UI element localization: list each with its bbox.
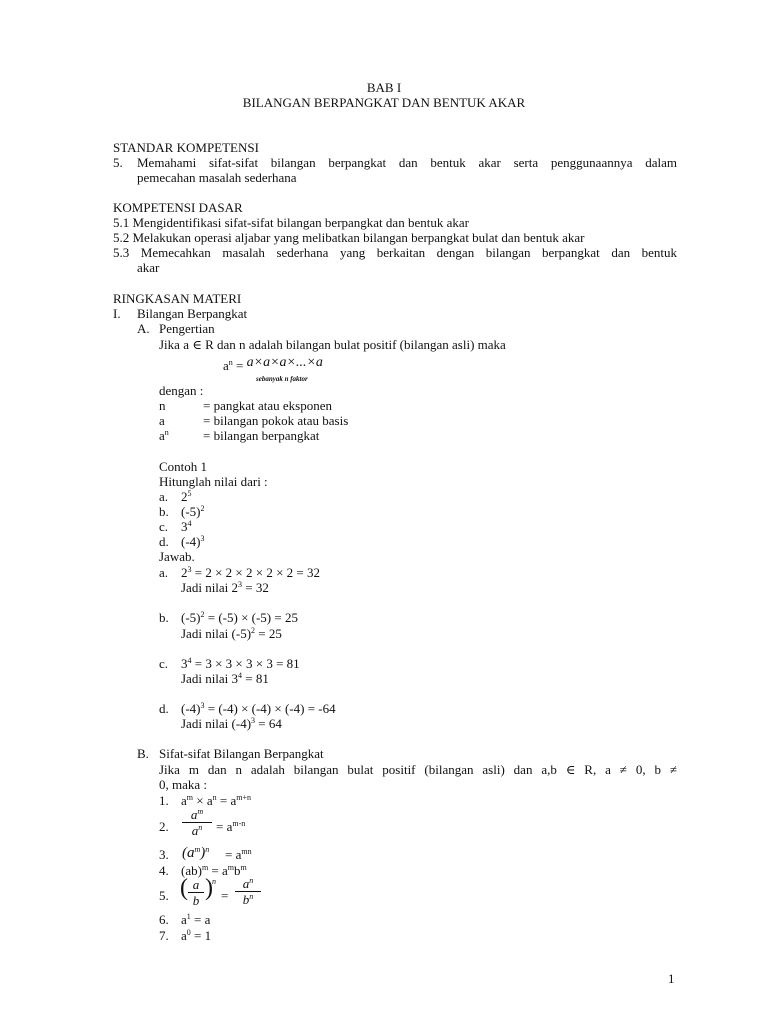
answer-calc: $(-4)^3 = (-4) \times (-4) \times (-4) = -64$ — [181, 701, 336, 716]
property-5-paren-open: ( — [180, 875, 188, 901]
page-number: 1 — [668, 971, 675, 986]
standar-line-2: pemecahan masalah sederhana — [137, 170, 297, 185]
chapter-label: BAB I — [366, 80, 402, 95]
sub-b-number: B. — [137, 746, 149, 761]
standar-heading: STANDAR KOMPETENSI — [113, 140, 259, 155]
answer-label: c. — [159, 656, 169, 671]
dasar-heading: KOMPETENSI DASAR — [113, 200, 243, 215]
property-4-formula: $(ab)^m = a^mb^m$ — [181, 863, 247, 878]
chapter-title: BILANGAN BERPANGKAT DAN BENTUK AKAR — [242, 95, 526, 110]
property-5-equals: = — [221, 888, 229, 903]
definition-formula: $a^n = a\times a\times a\times...\times a$ — [223, 355, 323, 373]
sifat-intro-line-2: 0, maka : — [159, 777, 208, 792]
standar-line-1: Memahami sifat-sifat bilangan berpangkat dan bentuk akar serta penggunaannya dalam — [137, 155, 677, 170]
property-6-formula: $a^1 = a$ — [181, 912, 211, 927]
contoh-item-label: b. — [159, 504, 169, 519]
answer-calc: $(-5)^2 = (-5) \times (-5) = 25$ — [181, 610, 298, 625]
property-5-inner-fraction: a b — [188, 878, 204, 907]
section-1-title: Bilangan Berpangkat — [137, 306, 248, 321]
answer-label: d. — [159, 701, 169, 716]
dengan-label: dengan : — [159, 383, 204, 398]
property-number: 6. — [159, 912, 169, 927]
property-3-rhs: = $a^{mn}$ — [225, 847, 252, 862]
property-5-paren-close: ) — [205, 875, 213, 901]
answer-conclusion: Jadi nilai $(-4)^3 = 64$ — [181, 716, 282, 731]
term-description: = bilangan berpangkat — [203, 428, 320, 443]
contoh-item-label: a. — [159, 489, 169, 504]
property-2-fraction: $a^m$ $a^n$ — [182, 808, 212, 837]
term-description: = pangkat atau eksponen — [203, 398, 332, 413]
dasar-item-2: 5.2 Melakukan operasi aljabar yang melibatkan bilangan berpangkat bulat dan bentuk akar — [113, 230, 585, 245]
answer-conclusion: Jadi nilai $2^3 = 32$ — [181, 580, 269, 595]
section-1-number: I. — [113, 306, 121, 321]
answer-calc: $3^4 = 3 \times 3 \times 3 \times 3 = 81$ — [181, 656, 300, 671]
sub-a-number: A. — [137, 321, 150, 336]
property-1-formula: $a^m \times a^n = a^{m+n}$ — [181, 793, 251, 808]
contoh-prompt: Hitunglah nilai dari : — [159, 474, 268, 489]
property-5-outer-exp: n — [212, 877, 216, 886]
sifat-intro-line-1: Jika m dan n adalah bilangan bulat positif (bilangan asli) dan a,b ∈ R, a ≠ 0, b ≠ — [159, 762, 677, 777]
term-symbol: n — [159, 398, 166, 413]
standar-number: 5. — [113, 155, 123, 170]
dasar-item-1: 5.1 Mengidentifikasi sifat-sifat bilangan berpangkat dan bentuk akar — [113, 215, 469, 230]
property-7-formula: $a^0 = 1$ — [181, 928, 212, 943]
property-3-lhs: $(a^m)^n$ — [182, 845, 210, 861]
property-5-rhs-fraction: $a^n$ $b^n$ — [235, 877, 261, 906]
term-symbol: $a^n$ — [159, 428, 169, 443]
sub-b-title: Sifat-sifat Bilangan Berpangkat — [159, 746, 324, 761]
dasar-item-3-cont: akar — [137, 260, 160, 275]
jawab-label: Jawab. — [159, 549, 195, 564]
sub-a-title: Pengertian — [159, 321, 215, 336]
property-number: 1. — [159, 793, 169, 808]
answer-conclusion: Jadi nilai $3^4 = 81$ — [181, 671, 269, 686]
contoh-title: Contoh 1 — [159, 459, 208, 474]
contoh-item-expr: $3^4$ — [181, 519, 192, 534]
answer-conclusion: Jadi nilai $(-5)^2 = 25$ — [181, 626, 282, 641]
term-symbol: a — [159, 413, 165, 428]
contoh-item-label: c. — [159, 519, 169, 534]
answer-label: a. — [159, 565, 169, 580]
contoh-item-expr: $2^5$ — [181, 489, 192, 504]
property-2-rhs: = $a^{m-n}$ — [216, 819, 246, 834]
property-number: 7. — [159, 928, 169, 943]
formula-underbrace-label: sebanyak n faktor — [256, 375, 308, 383]
definition-line: Jika a ∈ R dan n adalah bilangan bulat positif (bilangan asli) maka — [159, 337, 506, 352]
contoh-item-expr: $(-5)^2$ — [181, 504, 205, 519]
answer-label: b. — [159, 610, 169, 625]
contoh-item-expr: $(-4)^3$ — [181, 534, 205, 549]
contoh-item-label: d. — [159, 534, 169, 549]
property-number: 4. — [159, 863, 169, 878]
dasar-item-3: 5.3 Memecahkan masalah sederhana yang berkaitan dengan bilangan berpangkat dan bentuk — [113, 245, 677, 260]
term-description: = bilangan pokok atau basis — [203, 413, 349, 428]
property-number: 3. — [159, 847, 169, 862]
property-number: 5. — [159, 888, 169, 903]
property-number: 2. — [159, 819, 169, 834]
answer-calc: $2^3 = 2 \times 2 \times 2 \times 2 \times 2 = 32$ — [181, 565, 320, 580]
ringkasan-heading: RINGKASAN MATERI — [113, 291, 242, 306]
